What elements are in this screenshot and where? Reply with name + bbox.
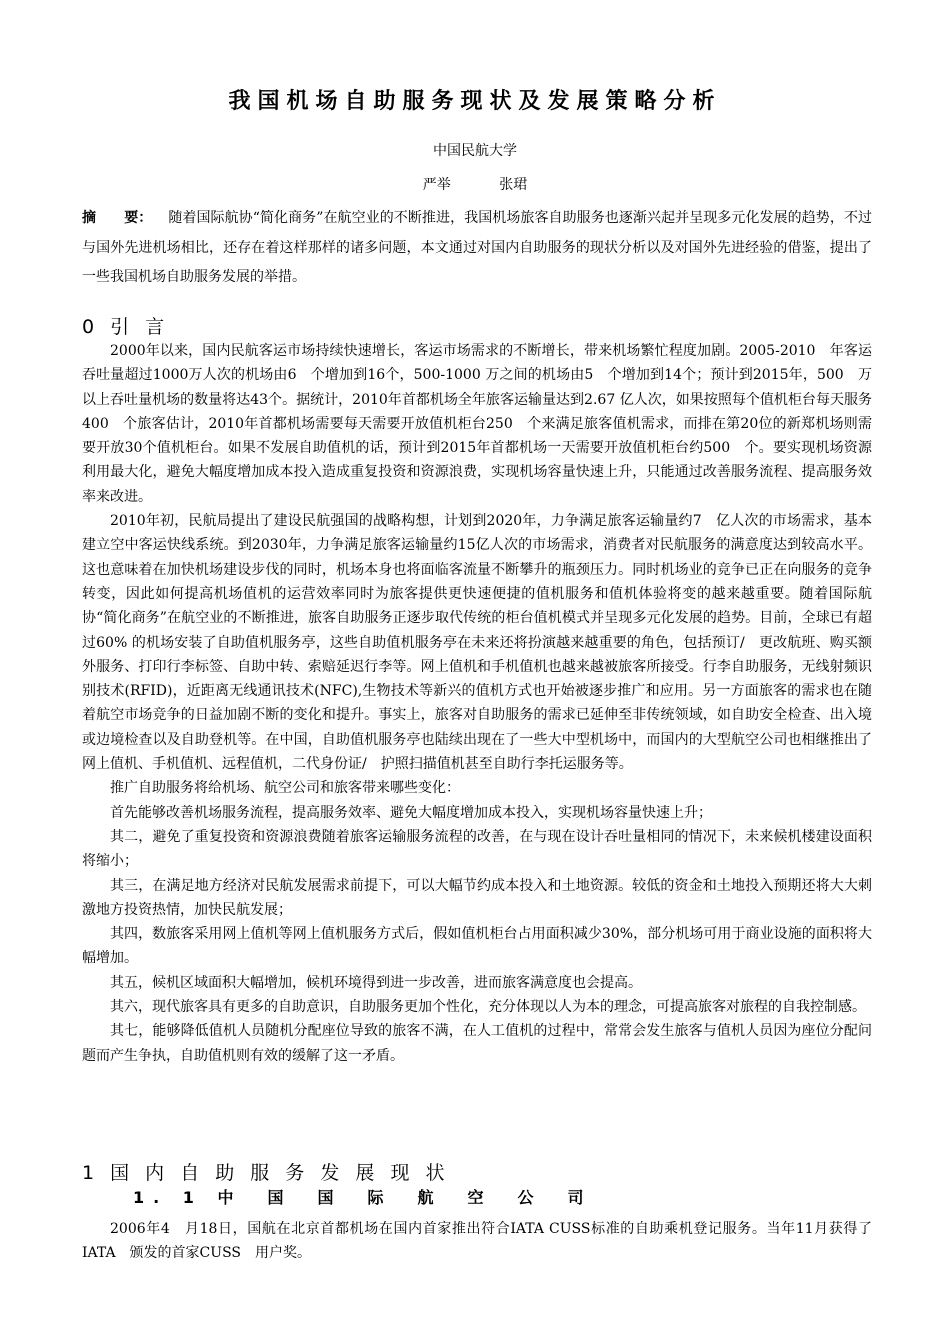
author-list bbox=[0, 174, 950, 194]
paragraph: 2000年以来，国内民航客运市场持续快速增长，客运市场需求的不断增长，带来机场繁忙程度加剧。2005-2010 年客运吞吐量超过1000万人次的机场由6 个增加到16个，500-1000 万之间的机场由5 个增加到14个；预计到2015年，500 万以上吞吐量机场的数量将达43个。据统计，2010年首都机场全年旅客运输量达到2.67 亿人次，如果按照每个值机柜台每天服务400 个旅客估计，2010年首都机场需要每天需要开放值机柜台250 个来满足旅客值机需求，而排在第20位的新郑机场则需要开放30个值机柜台。如果不发展自助值机的话，预计到2015年首都机场一天需要开放值机柜台约500 个。要实现机场资源利用最大化，避免大幅度增加成本投入造成重复投资和资源浪费，实现机场容量快速上升，只能通过改善服务流程、提高服务效率来改进。 bbox=[82, 343, 872, 505]
paragraph: 其四，数旅客采用网上值机等网上值机服务方式后，假如值机柜台占用面积减少30%，部分机场可用于商业设施的面积将大幅增加。 bbox=[82, 926, 872, 967]
intro-body bbox=[82, 339, 872, 1068]
intro-heading: 0 引 言 bbox=[82, 316, 170, 338]
paragraph: 其三，在满足地方经济对民航发展需求前提下，可以大幅节约成本投入和土地资源。较低的资金和土地投入预期还将大大刺激地方投资热情，加快民航发展； bbox=[82, 877, 872, 918]
section-1-1-body bbox=[82, 1217, 872, 1266]
paragraph: 其六，现代旅客具有更多的自助意识，自助服务更加个性化，充分体现以人为本的理念，可提高旅客对旅程的自我控制感。 bbox=[110, 999, 866, 1016]
paragraph: 2010年初，民航局提出了建设民航强国的战略构想，计划到2020年，力争满足旅客运输量约7 亿人次的市场需求，基本建立空中客运快线系统。到2030年，力争满足旅客运输量约15亿人次的市场需求，消费者对民航服务的满意度达到较高水平。这也意味着在加快机场建设步伐的同时，机场本身也将面临客流量不断攀升的瓶颈压力。同时机场业的竞争已正在向服务的竞争转变，因此如何提高机场值机的运营效率同时为旅客提供更快速便捷的值机服务和值机体验将变的越来越重要。随着国际航协“简化商务”在航空业的不断推进，旅客自助服务正逐步取代传统的柜台值机模式并呈现多元化发展的趋势。目前，全球已有超过60% 的机场安装了自助值机服务亭，这些自助值机服务亭在未来还将扮演越来越重要的角色，包括预订/ 更改航班、购买额外服务、打印行李标签、自助中转、索赔延迟行李等。网上值机和手机值机也越来越被旅客所接受。行李自助服务，无线射频识别技术(RFID)，近距离无线通讯技术(NFC),生物技术等新兴的值机方式也开始被逐步推广和应用。另一方面旅客的需求也在随着航空市场竞争的日益加剧不断的变化和提升。事实上，旅客对自助服务的需求已延伸至非传统领域，如自助安全检查、出入境或边境检查以及自助登机等。在中国，自助值机服务亭也陆续出现在了一些大中型机场中，而国内的大型航空公司也相继推出了网上值机、手机值机、远程值机，二代身份证/ 护照扫描值机甚至自助行李托运服务等。 bbox=[82, 513, 872, 773]
section-1-1-heading: 1. 1 中 国 国 际 航 空 公 司 bbox=[133, 1188, 593, 1207]
abstract-text: 随着国际航协“简化商务”在航空业的不断推进，我国机场旅客自助服务也逐渐兴起并呈现多元化发展的趋势，不过与国外先进机场相比，还存在着这样那样的诸多问题，本文通过对国内自助服务的现状分析以及对国外先进经验的借鉴，提出了一些我国机场自助服务发展的举措。 bbox=[82, 210, 873, 285]
section-1-heading: 1 国 内 自 助 服 务 发 展 现 状 bbox=[82, 1162, 450, 1184]
abstract bbox=[82, 204, 872, 293]
paper-title: 我国机场自助服务现状及发展策略分析 bbox=[228, 89, 722, 114]
author-name: 严举 bbox=[422, 177, 451, 193]
author-name: 张珺 bbox=[499, 177, 528, 193]
paragraph: 推广自助服务将给机场、航空公司和旅客带来哪些变化： bbox=[110, 780, 460, 797]
paragraph: 2006年4 月18日，国航在北京首都机场在国内首家推出符合IATA CUSS标准的自助乘机登记服务。当年11月获得了IATA 颁发的首家CUSS 用户奖。 bbox=[82, 1221, 872, 1262]
abstract-label: 摘 要： bbox=[82, 210, 153, 226]
paragraph: 其二，避免了重复投资和资源浪费随着旅客运输服务流程的改善，在与现在设计吞吐量相同的情况下，未来候机楼建设面积将缩小； bbox=[82, 828, 872, 870]
paragraph: 首先能够改善机场服务流程，提高服务效率、避免大幅度增加成本投入，实现机场容量快速上升； bbox=[110, 804, 712, 821]
paragraph: 其七，能够降低值机人员随机分配座位导致的旅客不满，在人工值机的过程中，常常会发生旅客与值机人员因为座位分配问题而产生争执，自助值机则有效的缓解了这一矛盾。 bbox=[82, 1023, 872, 1064]
paragraph: 其五，候机区域面积大幅增加，候机环境得到进一步改善，进而旅客满意度也会提高。 bbox=[110, 974, 642, 991]
affiliation: 中国民航大学 bbox=[433, 143, 517, 159]
